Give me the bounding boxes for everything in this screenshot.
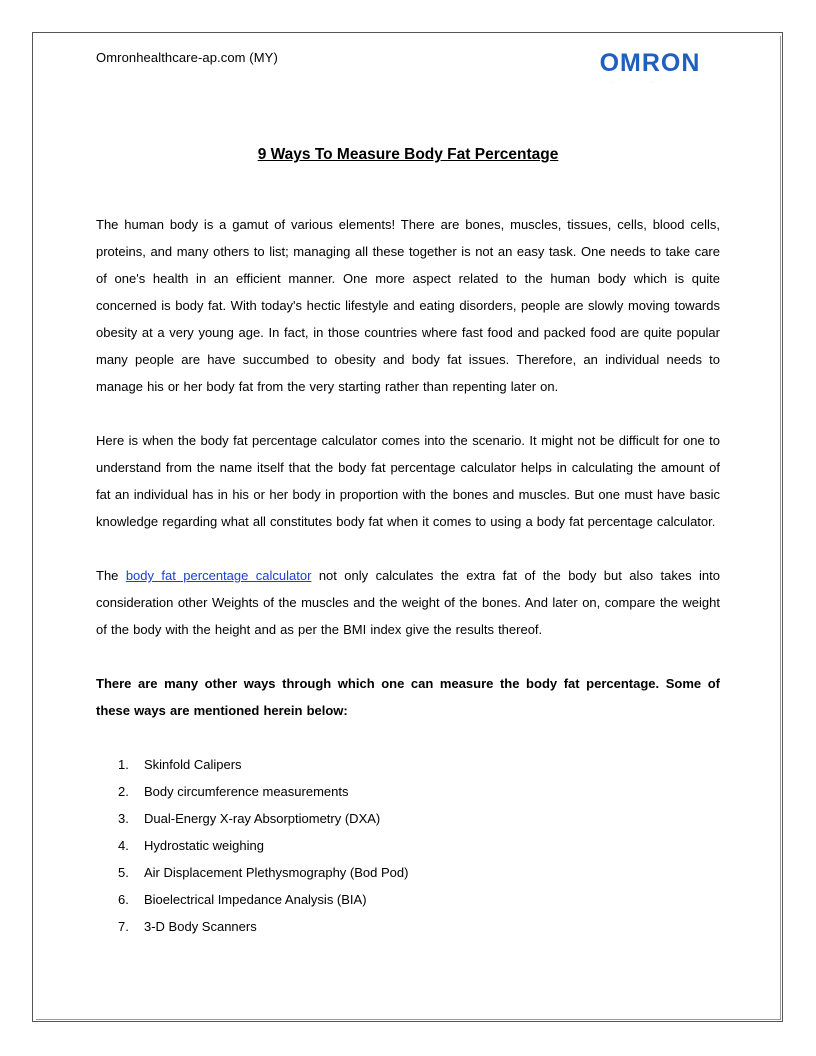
list-item-number: 1. xyxy=(118,757,129,772)
list-item xyxy=(96,805,720,832)
list-item-label: Hydrostatic weighing xyxy=(144,838,264,853)
page-title: 9 Ways To Measure Body Fat Percentage xyxy=(257,146,559,163)
list-item xyxy=(96,832,720,859)
list-item xyxy=(96,751,720,778)
logo-text: OMRON xyxy=(599,49,701,77)
bmi-paragraph-rest: not only calculates the extra fat of the body but also takes into consideration other Weights of the muscles and the weight of the bones. And later on, compare the weight of the body with the height and as per the BMI index give the results thereof. xyxy=(96,568,721,637)
body-fat-calculator-link[interactable]: body fat percentage calculator xyxy=(125,568,312,583)
list-item-number: 5. xyxy=(118,865,129,880)
calculator-paragraph: Here is when the body fat percentage calculator comes into the scenario. It might not be difficult for one to understand from the name itself that the body fat percentage calculator helps in calculating the amount of fat an individual has in his or her body in proportion with the bones and muscles. But one must have basic knowledge regarding what all constitutes body fat when it comes to using a body fat percentage calculator. xyxy=(96,433,720,529)
list-item-label: Skinfold Calipers xyxy=(144,757,242,772)
list-item xyxy=(96,778,720,805)
list-item-label: Body circumference measurements xyxy=(144,784,349,799)
list-item-number: 6. xyxy=(118,892,129,907)
list-item-number: 3. xyxy=(118,811,129,826)
list-item-number: 7. xyxy=(118,919,129,934)
list-item-label: 3-D Body Scanners xyxy=(144,919,257,934)
bmi-paragraph-start: The xyxy=(96,568,126,583)
header-site-name: Omronhealthcare-ap.com (MY) xyxy=(96,50,278,65)
list-item xyxy=(96,886,720,913)
omron-logo xyxy=(590,44,710,84)
list-item-number: 4. xyxy=(118,838,129,853)
logo-decoration: · · xyxy=(612,80,672,86)
list-item-label: Bioelectrical Impedance Analysis (BIA) xyxy=(144,892,367,907)
article-body xyxy=(96,211,720,940)
list-item-number: 2. xyxy=(118,784,129,799)
methods-intro: There are many other ways through which one can measure the body fat percentage. Some of these ways are mentioned herein below: xyxy=(96,676,720,718)
methods-list xyxy=(96,751,720,940)
bmi-paragraph xyxy=(96,562,720,643)
list-item-label: Dual-Energy X-ray Absorptiometry (DXA) xyxy=(144,811,381,826)
list-item-label: Air Displacement Plethysmography (Bod Pod) xyxy=(144,865,409,880)
list-item xyxy=(96,913,720,940)
list-item xyxy=(96,859,720,886)
intro-paragraph: The human body is a gamut of various elements! There are bones, muscles, tissues, cells, blood cells, proteins, and many others to list; managing all these together is not an easy task. One needs to take care of one's health in an efficient manner. One more aspect related to the human body which is quite concerned is body fat. With today's hectic lifestyle and eating disorders, people are slowly moving towards obesity at a very young age. In fact, in those countries where fast food and packed food are quite popular many people are have succumbed to obesity and body fat issues. Therefore, an individual needs to manage his or her body fat from the very starting rather than repenting later on. xyxy=(96,217,720,394)
